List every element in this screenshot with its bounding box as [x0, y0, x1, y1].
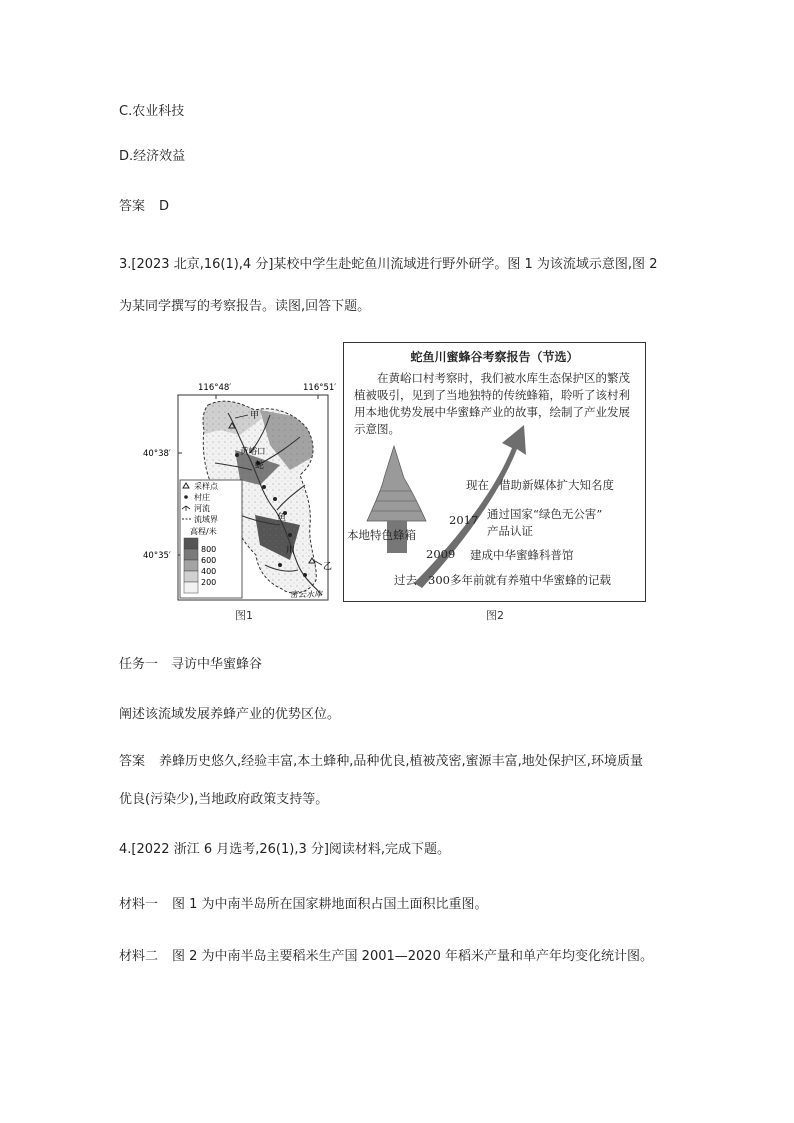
legend-river: 河流 — [194, 504, 210, 513]
place-jia: 甲 — [250, 411, 260, 421]
place-yi: 乙 — [323, 562, 333, 572]
option-c: C.农业科技 — [119, 104, 185, 119]
report-excerpt — [343, 342, 646, 602]
elev-600: 600 — [201, 556, 217, 565]
timeline-2009-time: 2009 — [426, 547, 456, 561]
material1-label: 材料一 — [119, 897, 159, 912]
q4-material2 — [119, 947, 653, 967]
task1-answer-line1 — [119, 752, 643, 772]
legend-village: 村庄 — [194, 493, 210, 502]
timeline-now-event: 借助新媒体扩大知名度 — [499, 478, 614, 492]
elev-800: 800 — [201, 545, 217, 554]
timeline-2017-time: 2017 — [449, 513, 479, 527]
q4-line1: 4.[2022 浙江 6 月选考,26(1),3 分]阅读材料,完成下题。 — [119, 842, 451, 857]
legend-boundary: 流域界 — [194, 515, 218, 524]
legend-sample-point: 采样点 — [194, 482, 218, 491]
lat-top: 40°38′ — [143, 449, 171, 459]
material2-label: 材料二 — [119, 949, 159, 964]
watershed-map — [140, 375, 340, 615]
lon-left: 116°48′ — [198, 383, 232, 393]
timeline-now-time: 现在 — [466, 478, 489, 492]
task1-question: 阐述该流域发展养蜂产业的优势区位。 — [119, 707, 341, 722]
timeline-2017-event: 通过国家“绿色无公害” — [487, 507, 603, 521]
material1-text: 图 1 为中南半岛所在国家耕地面积占国土面积比重图。 — [172, 897, 488, 912]
report-body: 在黄峪口村考察时，我们被水库生态保护区的繁茂植被吸引，见到了当地独特的传统蜂箱，聆听了该村利用本地优势发展中华蜜蜂产业的故事，绘制了产业发展示意图。 — [354, 371, 630, 436]
reservoir-label: 密云水库 — [290, 590, 322, 599]
answer-q2 — [119, 197, 169, 217]
option-d: D.经济效益 — [119, 149, 186, 164]
task1-answer-line2: 优良(污染少),当地政府政策支持等。 — [119, 792, 329, 807]
figure1-caption: 图1 — [235, 609, 253, 622]
answer-text: 养蜂历史悠久,经验丰富,本土蜂种,品种优良,植被茂密,蜜源丰富,地处保护区,环境质量 — [159, 754, 643, 769]
task1-title: 任务一 寻访中华蜜蜂谷 — [119, 657, 263, 672]
answer-value: D — [159, 199, 170, 214]
material2-text: 图 2 为中南半岛主要稻米生产国 2001—2020 年稻米产量和单产年均变化统计图。 — [172, 949, 653, 964]
lat-bottom: 40°35′ — [143, 551, 171, 561]
q3-line2: 为某同学撰写的考察报告。读图,回答下题。 — [119, 299, 371, 314]
elev-200: 200 — [201, 578, 217, 587]
timeline-2017-event-line2: 产品认证 — [487, 524, 533, 538]
timeline-2009-event: 建成中华蜜蜂科普馆 — [470, 548, 574, 562]
place-huangyukou: 黄峪口 — [240, 447, 266, 457]
q3-line1: 3.[2023 北京,16(1),4 分]某校中学生赴蛇鱼川流域进行野外研学。图 1 为该流域示意图,图 2 — [119, 257, 658, 272]
q4-material1 — [119, 895, 488, 915]
lon-right: 116°51′ — [303, 383, 337, 393]
timeline-past-time: 过去 — [394, 573, 417, 587]
elev-400: 400 — [201, 567, 217, 576]
beehive-label: 本地特色蜂箱 — [347, 528, 416, 542]
timeline-past-event: 300多年前就有养殖中华蜜蜂的记载 — [428, 573, 611, 587]
river-yu-label: 鱼 — [277, 513, 287, 523]
figure2-caption: 图2 — [486, 609, 504, 622]
map-legend — [180, 480, 242, 598]
river-she-label: 蛇 — [255, 461, 265, 471]
river-chuan-label: 川 — [286, 546, 296, 556]
answer-label: 答案 — [119, 754, 146, 769]
answer-label: 答案 — [119, 199, 146, 214]
legend-elev-title: 高程/米 — [190, 527, 217, 536]
report-title: 蛇鱼川蜜蜂谷考察报告（节选） — [410, 350, 579, 364]
